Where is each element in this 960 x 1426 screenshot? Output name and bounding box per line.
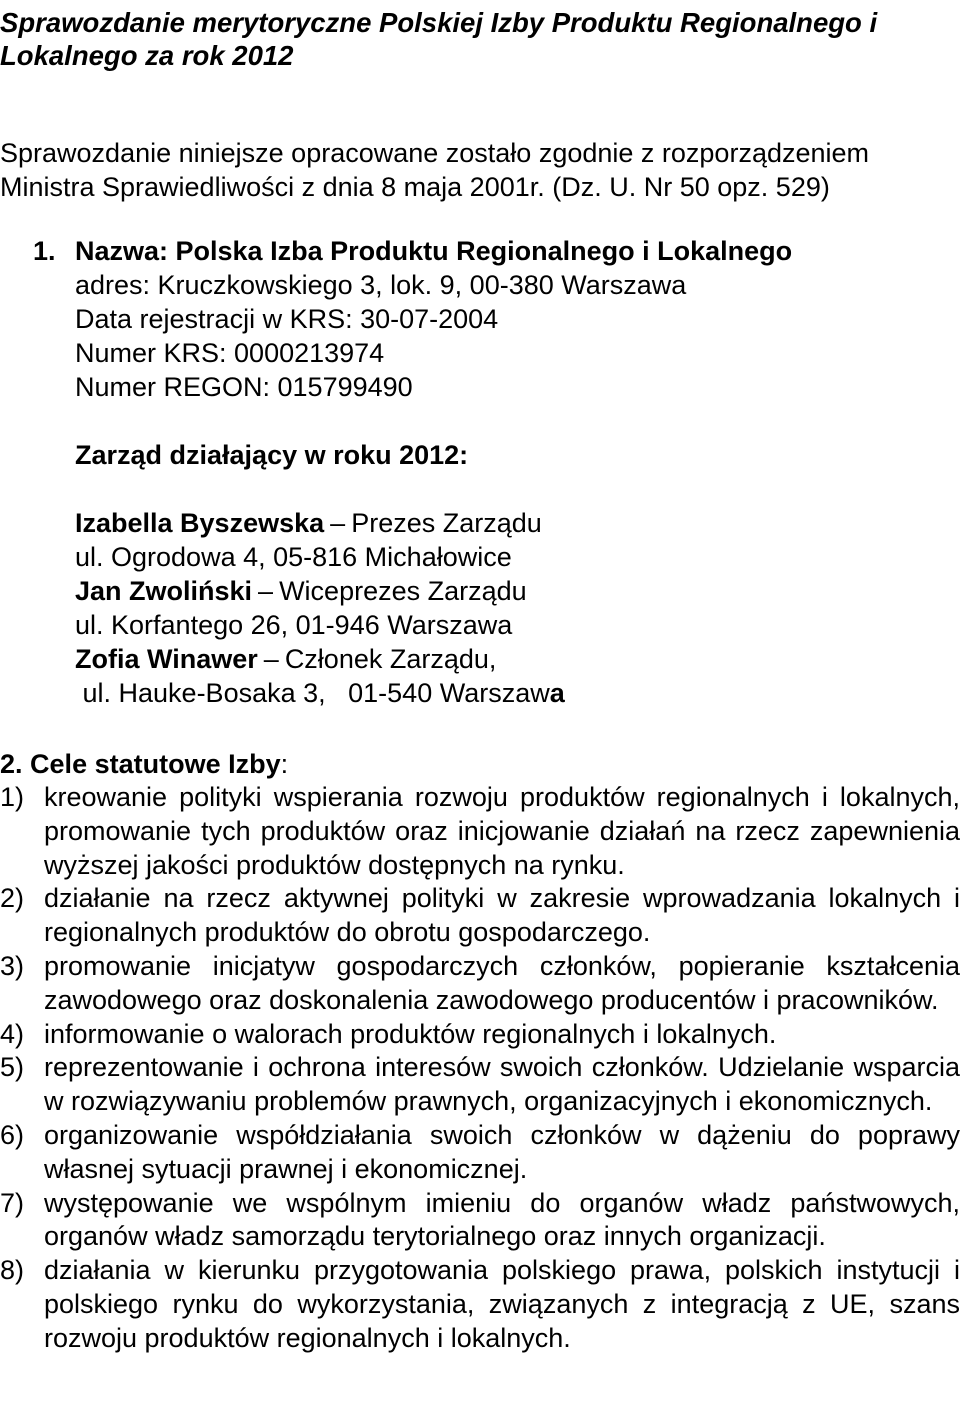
intro-paragraph: Sprawozdanie niniejsze opracowane zostało zgodnie z rozporządzeniem Ministra Sprawiedliwości z dnia 8 maja 2001r. (Dz. U. Nr 50 opz. 529) — [0, 138, 870, 202]
list-item — [0, 1119, 960, 1187]
list-item-text: kreowanie polityki wspierania rozwoju produktów regionalnych i lokalnych, promowanie tych produktów oraz inicjowanie działań na rzecz zapewnienia wyższej jakości produktów dostępnych na rynku. — [44, 782, 960, 880]
board-member-address — [0, 676, 960, 710]
list-item — [0, 1051, 960, 1119]
list-item-text: występowanie we wspólnym imieniu do organów władz państwowych, organów władz samorządu terytorialnego oraz innych organizacji. — [44, 1187, 960, 1252]
list-marker: 6) — [0, 1119, 25, 1150]
organization-name: Nazwa: Polska Izba Produktu Regionalnego i Lokalnego — [75, 236, 793, 266]
list-item-text: promowanie inicjatyw gospodarczych członków, popieranie kształcenia zawodowego oraz doskonalenia zawodowego producentów i pracowników. — [44, 950, 960, 1015]
document-title: Sprawozdanie merytoryczne Polskiej Izby Produktu Regionalnego i Lokalnego za rok 2012 — [0, 7, 878, 71]
board-member — [0, 574, 960, 642]
list-item-text: organizowanie współdziałania swoich członków w dążeniu do poprawy własnej sytuacji prawnej i ekonomicznej. — [44, 1119, 960, 1184]
list-item — [0, 781, 960, 882]
list-item — [0, 882, 960, 950]
dash-separator: – — [263, 644, 279, 674]
board-member-line — [0, 642, 960, 676]
krs-registration-date: Data rejestracji w KRS: 30-07-2004 — [75, 304, 499, 334]
regon-number: Numer REGON: 015799490 — [75, 372, 413, 402]
board-heading: Zarząd działający w roku 2012: — [75, 440, 469, 470]
board-member-line — [0, 574, 960, 608]
organization-address: adres: Kruczkowskiego 3, lok. 9, 00-380 Warszawa — [75, 270, 687, 300]
section-organization-info — [0, 234, 960, 710]
board-member-name: Izabella Byszewska — [75, 508, 325, 538]
list-marker: 3) — [0, 950, 25, 981]
board-member-address: ul. Korfantego 26, 01-946 Warszawa — [75, 610, 513, 640]
board-member-address-main: ul. Hauke-Bosaka 3, 01-540 Warszaw — [75, 678, 550, 708]
board-member-role: Prezes Zarządu — [351, 508, 542, 538]
list-marker: 1) — [0, 782, 25, 812]
board-member-address: ul. Ogrodowa 4, 05-816 Michałowice — [75, 542, 512, 572]
dash-separator: – — [330, 508, 346, 538]
list-item-text: reprezentowanie i ochrona interesów swoich członków. Udzielanie wsparcia w rozwiązywaniu problemów prawnych, organizacyjnych i ekonomicznych. — [44, 1052, 960, 1117]
list-item — [0, 1187, 960, 1255]
section-1-heading — [0, 234, 960, 268]
board-member-role: Wiceprezes Zarządu — [279, 576, 527, 606]
list-marker: 8) — [0, 1255, 25, 1286]
board-member — [0, 642, 960, 710]
section-1-number: 1. — [33, 236, 56, 266]
board-member — [0, 506, 960, 574]
board-member-name: Jan Zwoliński — [75, 576, 253, 606]
list-marker: 4) — [0, 1018, 25, 1049]
list-item — [0, 1254, 960, 1355]
board-member-name: Zofia Winawer — [75, 644, 258, 674]
section-2-colon: : — [280, 749, 289, 779]
goals-list — [0, 781, 960, 1356]
list-marker: 2) — [0, 883, 25, 914]
list-item-text: informowanie o walorach produktów regionalnych i lokalnych. — [44, 1018, 777, 1049]
board-member-role: Członek Zarządu, — [284, 644, 497, 674]
section-2-title: Cele statutowe Izby — [30, 749, 281, 779]
list-item-text: działania w kierunku przygotowania polskiego prawa, polskich instytucji i polskiego rynku do wykorzystania, związanych z integracją z UE, szans rozwoju produktów regionalnych i lokalnych. — [44, 1255, 960, 1353]
list-item-text: działanie na rzecz aktywnej polityki w zakresie wprowadzania lokalnych i regionalnych produktów do obrotu gospodarczego. — [44, 883, 960, 948]
krs-number: Numer KRS: 0000213974 — [75, 338, 385, 368]
board-member-address-last: a — [549, 678, 565, 708]
list-marker: 7) — [0, 1187, 25, 1218]
section-2-number: 2. — [0, 749, 23, 779]
list-item — [0, 1018, 960, 1052]
section-statutory-goals — [0, 748, 960, 1356]
list-item — [0, 950, 960, 1018]
dash-separator: – — [258, 576, 274, 606]
section-2-heading — [0, 748, 960, 781]
list-marker: 5) — [0, 1052, 25, 1083]
board-member-line — [0, 506, 960, 540]
